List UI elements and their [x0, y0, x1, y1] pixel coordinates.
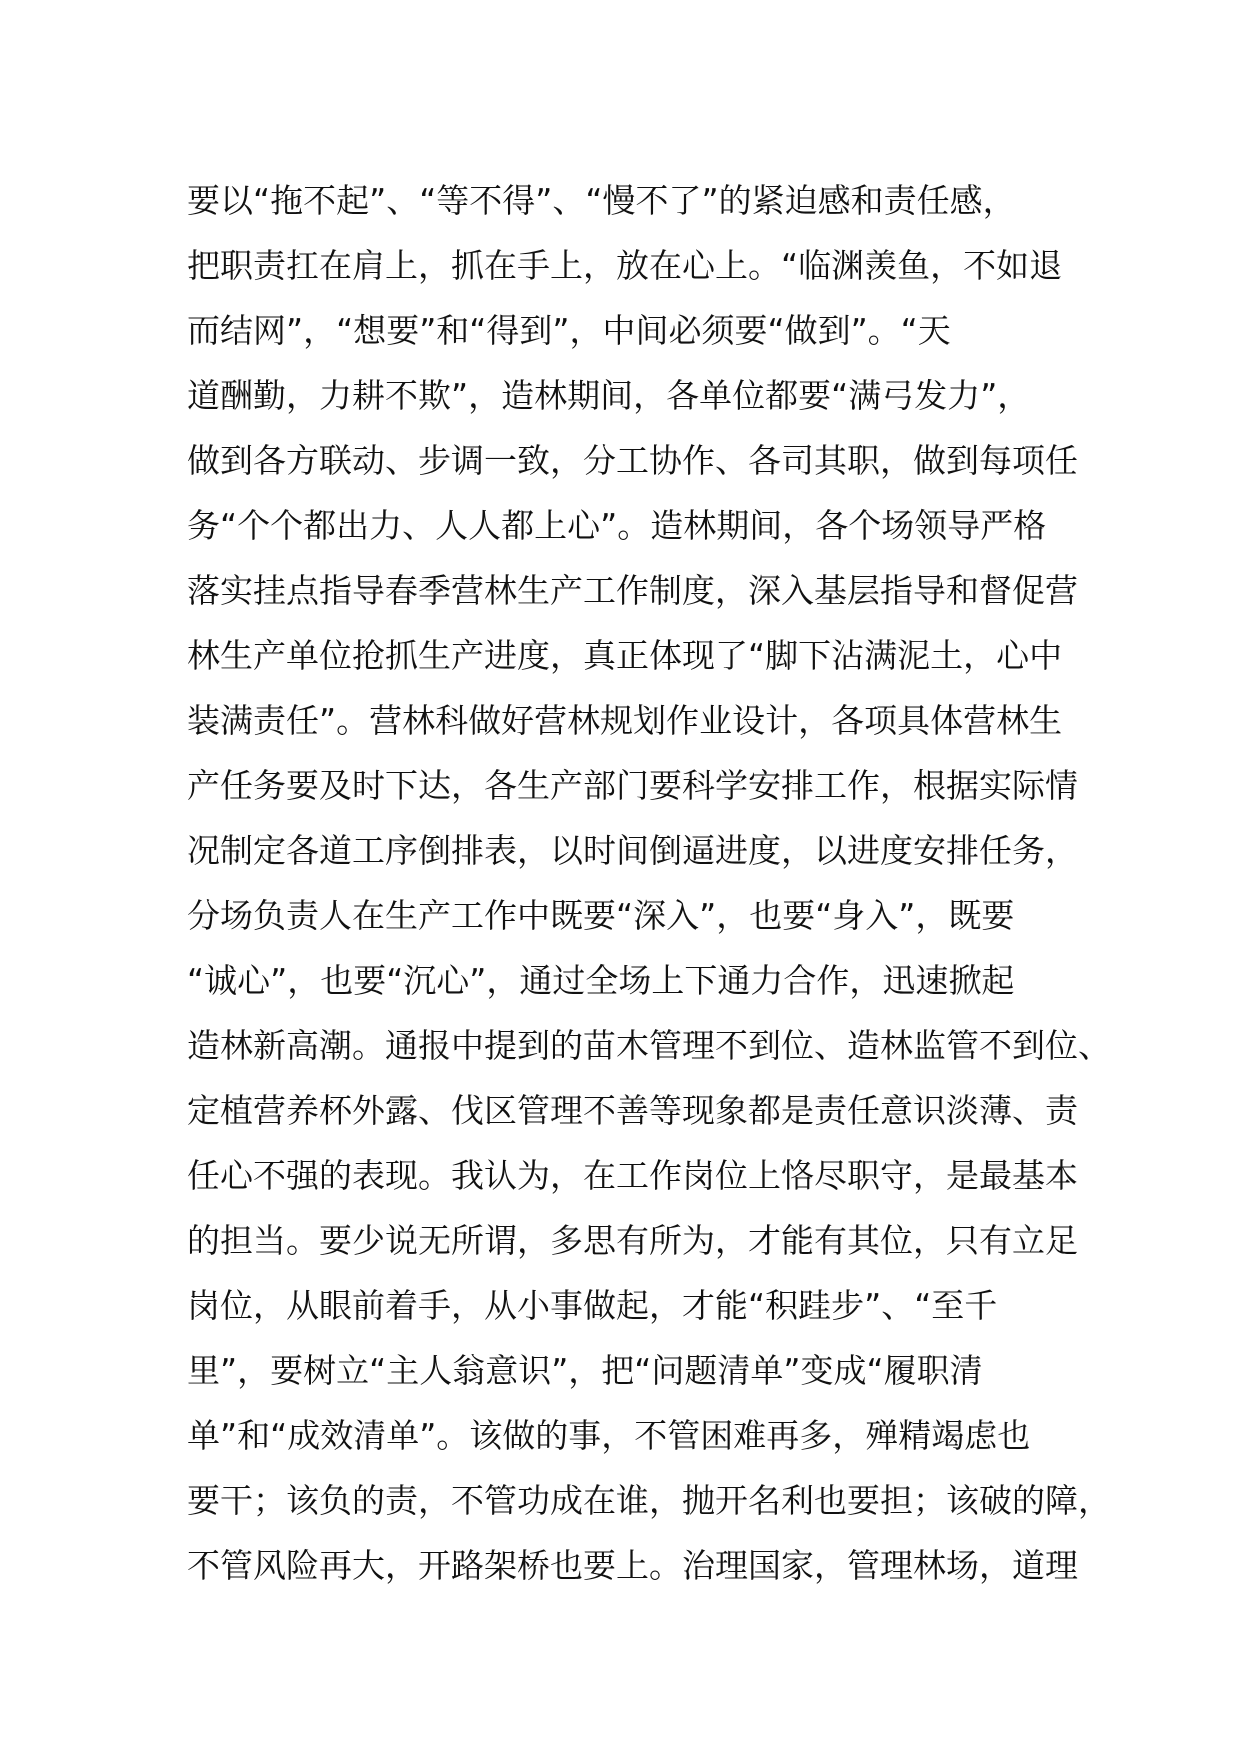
body-paragraph — [187, 168, 1111, 1598]
text-line: 分场负责人在生产工作中既要“深入”，也要“身入”，既要 — [187, 896, 1015, 935]
text-line: 岗位，从眼前着手，从小事做起，才能“积跬步”、“至千 — [187, 1286, 998, 1325]
text-line: 落实挂点指导春季营林生产工作制度，深入基层指导和督促营 — [187, 571, 1078, 610]
text-line: 里”，要树立“主人翁意识”，把“问题清单”变成“履职清 — [187, 1351, 983, 1390]
text-line: 单”和“成效清单”。该做的事，不管困难再多，殚精竭虑也 — [187, 1416, 1031, 1455]
text-line: 产任务要及时下达，各生产部门要科学安排工作，根据实际情 — [187, 766, 1078, 805]
text-line: “诚心”，也要“沉心”，通过全场上下通力合作，迅速掀起 — [187, 961, 1015, 1000]
text-line: 道酬勤，力耕不欺”，造林期间，各单位都要“满弓发力”， — [187, 376, 1031, 415]
text-line: 不管风险再大，开路架桥也要上。治理国家，管理林场，道理 — [187, 1546, 1078, 1585]
text-line: 造林新高潮。通报中提到的苗木管理不到位、造林监管不到位、 — [187, 1026, 1111, 1065]
text-line: 定植营养杯外露、伐区管理不善等现象都是责任意识淡薄、责 — [187, 1091, 1078, 1130]
text-line: 务“个个都出力、人人都上心”。造林期间，各个场领导严格 — [187, 506, 1047, 545]
text-line: 任心不强的表现。我认为，在工作岗位上恪尽职守，是最基本 — [187, 1156, 1078, 1195]
text-line: 的担当。要少说无所谓，多思有所为，才能有其位，只有立足 — [187, 1221, 1078, 1260]
text-line: 况制定各道工序倒排表，以时间倒逼进度，以进度安排任务， — [187, 831, 1078, 870]
text-line: 而结网”，“想要”和“得到”，中间必须要“做到”。“天 — [187, 311, 951, 350]
text-line: 做到各方联动、步调一致，分工协作、各司其职，做到每项任 — [187, 441, 1078, 480]
text-line: 林生产单位抢抓生产进度，真正体现了“脚下沾满泥土，心中 — [187, 636, 1063, 675]
text-line: 装满责任”。营林科做好营林规划作业设计，各项具体营林生 — [187, 701, 1063, 740]
text-line: 要干；该负的责，不管功成在谁，抛开名利也要担；该破的障， — [187, 1481, 1111, 1520]
text-line: 要以“拖不起”、“等不得”、“慢不了”的紧迫感和责任感， — [187, 181, 1016, 220]
text-line: 把职责扛在肩上，抓在手上，放在心上。“临渊羡鱼，不如退 — [187, 246, 1063, 285]
